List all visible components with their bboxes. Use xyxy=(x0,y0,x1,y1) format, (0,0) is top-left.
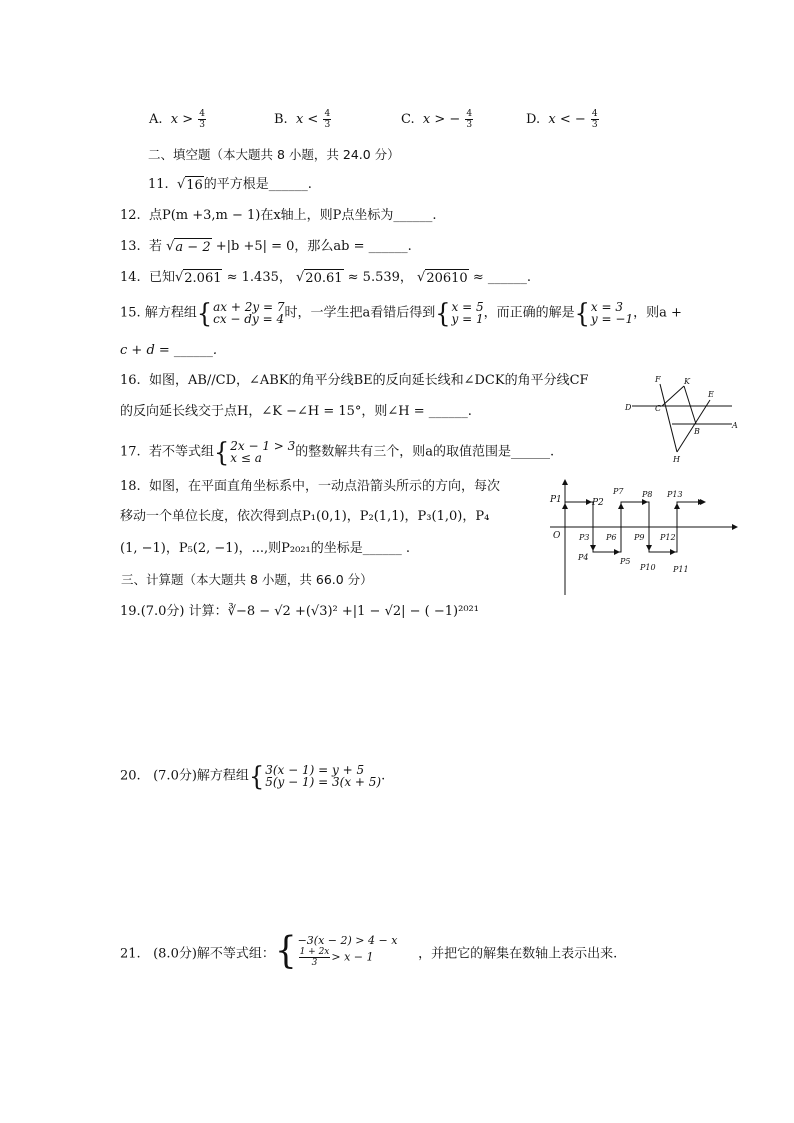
sqrt: √ 20.61 xyxy=(296,270,343,286)
question-16: 16. 如图，AB//CD，∠ABK的角平分线BE的反向延长线和∠DCK的角平分线CF xyxy=(120,373,589,388)
question-15: 15. 解方程组 { ax + 2y = 7 cx − dy = 4 时，一学生把a看错后得到 { x = 5 y = 1 ，而正确的解是 { x = 3 y = −1 ，则a + xyxy=(120,297,682,329)
equation-system: { x = 5 y = 1 xyxy=(435,297,484,329)
question-11: 11. √ 16 的平方根是______. xyxy=(148,177,312,193)
inequality-system: { 2x − 1 > 3 x ≤ a xyxy=(213,436,296,468)
question-21: 21. (8.0分)解不等式组： { −3(x − 2) > 4 − x $\frac{1 + 2x}{3}$ > x − 1 ，并把它的解集在数轴上表示出来. xyxy=(120,929,618,973)
label-D: D xyxy=(625,403,632,412)
equation-system: { x = 3 y = −1 xyxy=(574,297,634,329)
sqrt: √ 20610 xyxy=(417,270,468,286)
label-P2: P2 xyxy=(592,498,604,508)
fraction: $\frac{4}{3}$ xyxy=(591,109,598,130)
q18-coordinate-figure xyxy=(545,475,745,600)
label-P11: P11 xyxy=(673,565,689,574)
label-P13: P13 xyxy=(667,490,683,499)
label-P10: P10 xyxy=(640,563,656,572)
sqrt: √ 2.061 xyxy=(174,270,222,286)
label-A: A xyxy=(732,421,738,430)
question-17: 17. 若不等式组 { 2x − 1 > 3 x ≤ a 的整数解共有三个，则a的取值范围是______. xyxy=(120,436,555,468)
q10-option-d: D. x < − $\frac{4}{3}$ xyxy=(526,109,598,130)
inequality-system: { −3(x − 2) > 4 − x $\frac{1 + 2x}{3}$ > x − 1 xyxy=(274,929,398,973)
label-H: H xyxy=(673,455,680,464)
section-2-title: 二、填空题（本大题共 8 小题，共 24.0 分） xyxy=(148,147,400,162)
q16-figure xyxy=(622,372,752,472)
q10-option-b: B. x < $\frac{4}{3}$ xyxy=(274,109,331,130)
label-E: E xyxy=(708,390,714,399)
label-P7: P7 xyxy=(613,487,624,496)
fraction: $\frac{4}{3}$ xyxy=(466,109,473,130)
question-16-line2: 的反向延长线交于点H，∠K −∠H = 15°，则∠H = ______. xyxy=(120,404,472,419)
sqrt: √ a − 2 xyxy=(166,239,211,255)
question-18-line3: (1, −1)，P₅(2, −1)，...,则P₂₀₂₁的坐标是______ . xyxy=(120,541,411,556)
label-P3: P3 xyxy=(579,533,590,542)
label-F: F xyxy=(655,375,661,384)
label-B: B xyxy=(694,427,700,436)
question-12: 12. 点P(m +3,m − 1)在x轴上，则P点坐标为______. xyxy=(120,208,437,223)
fraction: $\frac{4}{3}$ xyxy=(324,109,331,130)
equation-system: { 3(x − 1) = y + 5 5(y − 1) = 3(x + 5) xyxy=(248,760,382,792)
question-15-line2: c + d = ______. xyxy=(120,343,218,358)
question-18-line2: 移动一个单位长度，依次得到点P₁(0,1)，P₂(1,1)，P₃(1,0)，P₄ xyxy=(120,509,490,524)
q10-option-c: C. x > − $\frac{4}{3}$ xyxy=(401,109,473,130)
section-3-title: 三、计算题（本大题共 8 小题，共 66.0 分） xyxy=(121,572,373,587)
label-P1: P1 xyxy=(550,495,562,505)
question-19: 19.(7.0分) 计算：∛−8 − √2 +(√3)² +|1 − √2| − ( −1)²⁰²¹ xyxy=(120,604,479,619)
question-20: 20. (7.0分)解方程组 { 3(x − 1) = y + 5 5(y − 1) = 3(x + 5) . xyxy=(120,760,386,792)
label-P6: P6 xyxy=(606,533,617,542)
q10-option-a: A. x > $\frac{4}{3}$ xyxy=(149,109,206,130)
label-P12: P12 xyxy=(660,533,676,542)
label-K: K xyxy=(684,377,690,386)
question-14: 14. 已知 √ 2.061 ≈ 1.435， √ 20.61 ≈ 5.539， √ 20610 ≈ ______. xyxy=(120,270,531,286)
label-P9: P9 xyxy=(634,533,645,542)
fraction: $\frac{4}{3}$ xyxy=(199,109,206,130)
label-C: C xyxy=(655,404,662,413)
label-P8: P8 xyxy=(642,490,653,499)
question-13: 13. 若 √ a − 2 +|b +5| = 0，那么ab = ______. xyxy=(120,239,412,255)
equation-system: { ax + 2y = 7 cx − dy = 4 xyxy=(196,297,285,329)
label-P5: P5 xyxy=(620,557,631,566)
question-18: 18. 如图，在平面直角坐标系中，一动点沿箭头所示的方向，每次 xyxy=(120,479,500,494)
label-O: O xyxy=(553,531,561,541)
sqrt: √ 16 xyxy=(176,177,203,193)
label-P4: P4 xyxy=(578,553,589,562)
